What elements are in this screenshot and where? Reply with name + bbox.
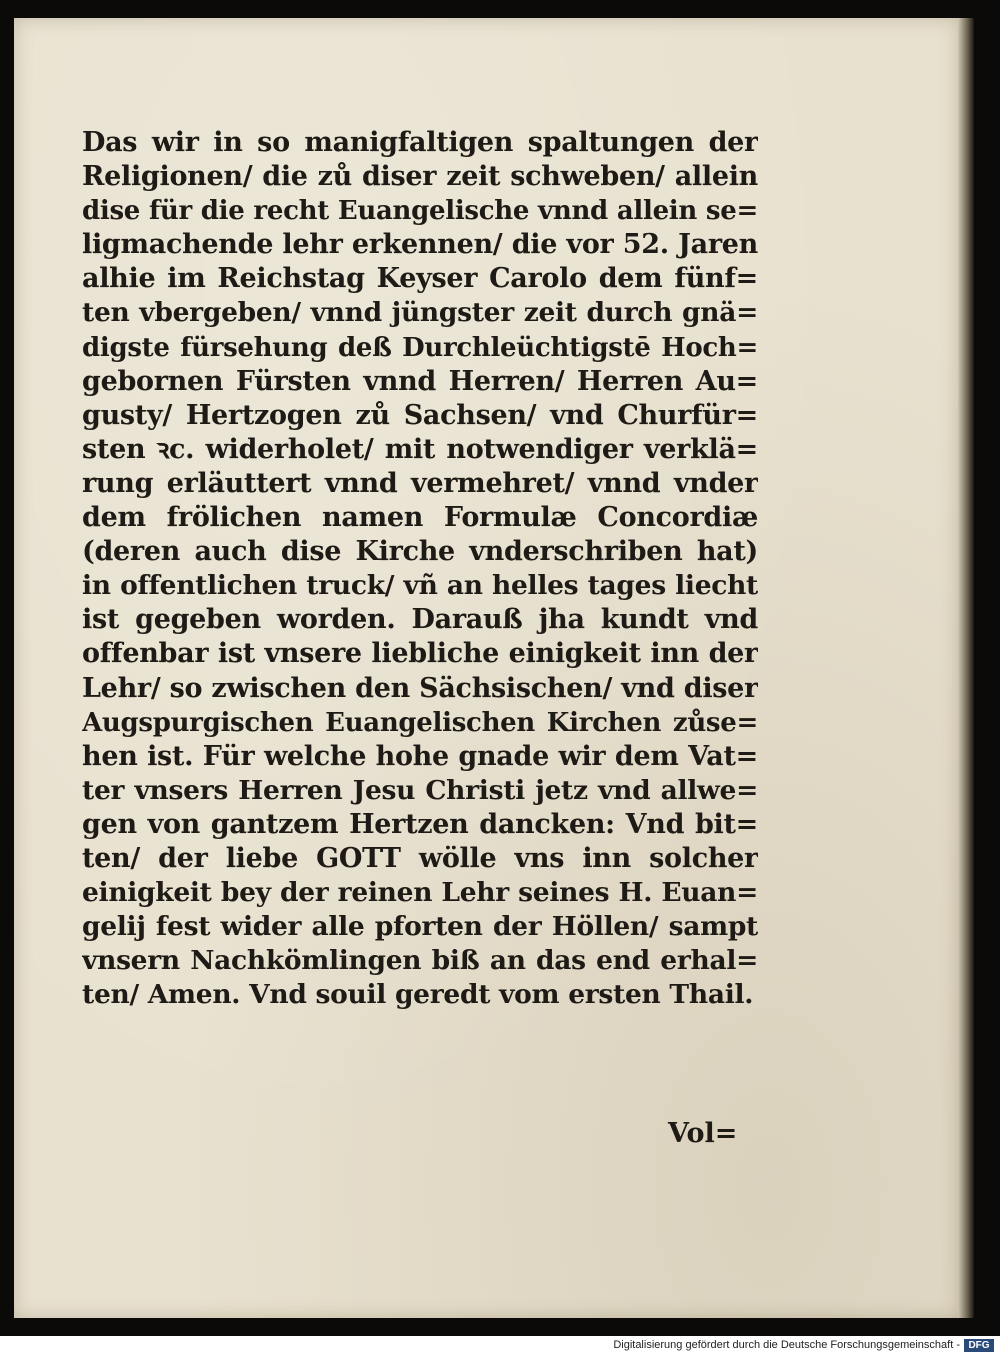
text-line: in offentlichen truck/ vñ an helles tages liecht — [82, 570, 758, 602]
footer-credit: Digitalisierung gefördert durch die Deutsche Forschungsgemeinschaft - — [613, 1339, 960, 1351]
text-line: (deren auch dise Kirche vnderschriben hat) — [82, 536, 758, 568]
text-line: einigkeit bey der reinen Lehr seines H. Euan= — [82, 877, 758, 909]
text-line: sten ꝛc. widerholet/ mit notwendiger verklä= — [82, 433, 758, 465]
text-line: ligmachende lehr erkennen/ die vor 52. Jaren — [82, 229, 758, 261]
page-edge — [958, 18, 974, 1318]
text-line: Augspurgischen Euangelischen Kirchen zůse= — [82, 707, 758, 738]
text-line: digste fürsehung deß Durchleüchtigstē Hoch= — [82, 332, 758, 363]
text-line: vnsern Nachkömlingen biß an das end erhal= — [82, 945, 758, 977]
digitization-footer — [0, 1336, 1000, 1356]
text-line: offenbar ist vnsere liebliche einigkeit inn der — [82, 638, 758, 670]
text-line: gelij fest wider alle pforten der Höllen/ sampt — [82, 911, 758, 943]
catchword: Vol= — [668, 1118, 738, 1149]
text-line: dem frölichen namen Formulæ Concordiæ — [82, 502, 758, 534]
text-line: Religionen/ die zů diser zeit schweben/ allein — [82, 161, 758, 193]
book-page — [14, 18, 958, 1318]
text-line: ter vnsers Herren Jesu Christi jetz vnd allwe= — [82, 774, 758, 806]
text-line: ten/ Amen. Vnd souil geredt vom ersten Thail. — [82, 979, 754, 1011]
body-text — [82, 126, 758, 1012]
text-line: Lehr/ so zwischen den Sächsischen/ vnd diser — [82, 672, 758, 704]
text-line: ist gegeben worden. Darauß jha kundt vnd — [82, 604, 758, 636]
text-line: ten/ der liebe GOTT wölle vns inn solcher — [82, 842, 758, 874]
text-line: hen ist. Für welche hohe gnade wir dem Vat= — [82, 740, 758, 772]
text-line: dise für die recht Euangelische vnnd allein se= — [82, 196, 758, 227]
text-line: ten vbergeben/ vnnd jüngster zeit durch gnä= — [82, 297, 758, 329]
dfg-logo-icon: DFG — [964, 1339, 994, 1352]
text-line: rung erläuttert vnnd vermehret/ vnnd vnder — [82, 467, 758, 499]
text-line: Das wir in so manigfaltigen spaltungen der — [82, 127, 758, 158]
text-line: gusty/ Hertzogen zů Sachsen/ vnd Churfür= — [82, 399, 758, 431]
text-line: gebornen Fürsten vnnd Herren/ Herren Au= — [82, 365, 758, 397]
text-line: gen von gantzem Hertzen dancken: Vnd bit= — [82, 808, 758, 840]
text-line: alhie im Reichstag Keyser Carolo dem fünf= — [82, 263, 758, 295]
